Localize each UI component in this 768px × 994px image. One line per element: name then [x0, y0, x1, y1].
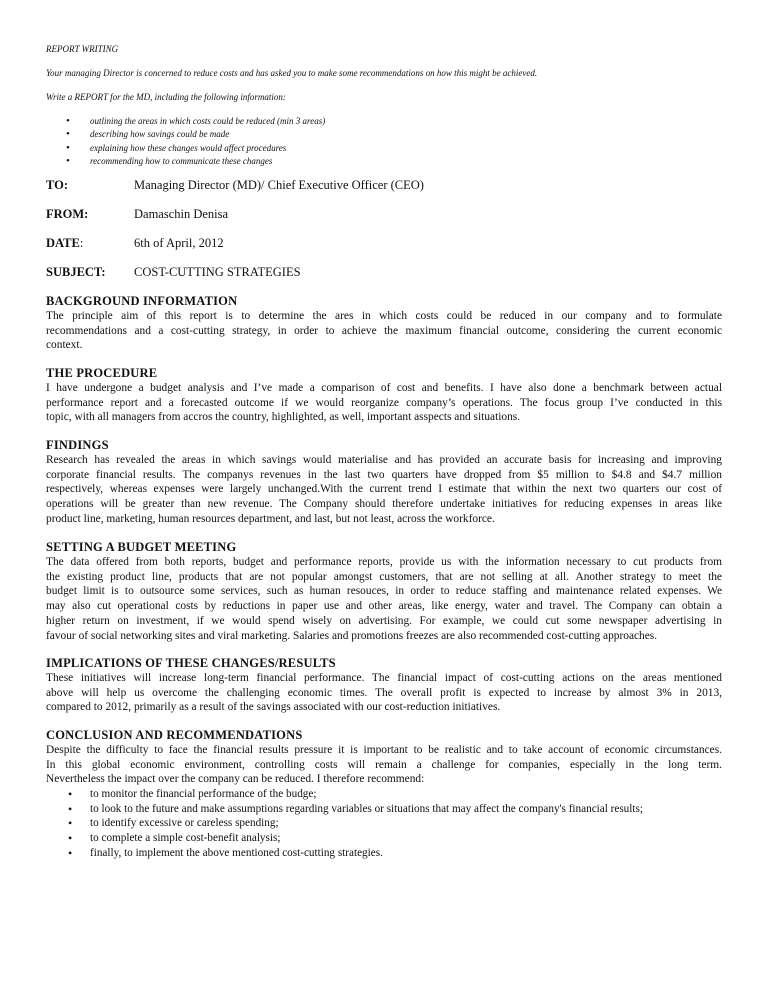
text-line: Research has revealed the areas in which savings would materialise and has provided an accurate basis for increasing and improving	[46, 454, 722, 466]
memo-to-label: TO:	[46, 178, 68, 192]
recommendation-item: • to identify excessive or careless spending;	[68, 816, 728, 831]
section-implications	[46, 656, 722, 715]
section-procedure	[46, 366, 722, 425]
memo-date-label: DATE	[46, 236, 80, 250]
text-line: favour of social networking sites and viral marketing. Salaries and promotions freezes are also recommended cost-cutting approaches.	[46, 629, 658, 642]
memo-subject-label: SUBJECT:	[46, 265, 106, 279]
text-line: Despite the difficulty to face the financial results pressure it is important to be realistic and to take account of economic circumstances.	[46, 744, 722, 756]
recommendation-list	[68, 787, 728, 861]
assignment-bullet: • recommending how to communicate these changes	[66, 155, 666, 168]
assignment-bullet: • explaining how these changes would affect procedures	[66, 142, 666, 155]
memo-date-colon: :	[79, 236, 84, 250]
memo-to-value: Managing Director (MD)/ Chief Executive Officer (CEO)	[134, 178, 424, 192]
section-conclusion	[46, 728, 722, 787]
text-line: corporate financial results. The companys revenues in the last two quarters have dropped from $5 million to $4.8 and $4.7 million	[46, 468, 722, 481]
section-paragraph	[46, 309, 722, 353]
section-heading: THE PROCEDURE	[46, 366, 158, 380]
assignment-bullet-list	[66, 115, 666, 168]
section-paragraph	[46, 743, 722, 787]
text-line: above will help us overcome the challenging economic times. The overall profit is expected to increase by almost 3% in 2013,	[46, 686, 722, 699]
section-background	[46, 294, 722, 353]
text-line: operations will be greater than new revenue. The Company should therefore undertake initiatives for reducing expenses in areas like	[46, 498, 722, 511]
text-line: I have undergone a budget analysis and I’ve made a comparison of cost and benefits. I have also done a benchmark between actual	[46, 382, 722, 394]
text-line: performance report and a forecasted outcome if we would reorganize company’s operations. The focus group I’ve conducted in this	[46, 396, 722, 409]
assignment-bullet: • describing how savings could be made	[66, 128, 666, 141]
text-line: compared to 2012, primarily as a result of the savings associated with our cost-reduction initiatives.	[46, 701, 501, 714]
section-heading: FINDINGS	[46, 438, 109, 452]
text-line: may also cut operational costs by reductions in paper use and other areas, like energy, water and travel. The Company can obtain a	[46, 600, 722, 613]
text-line: These initiatives will increase long-term financial performance. The financial impact of cost-cutting actions on the areas mentioned	[46, 672, 722, 684]
text-line: context.	[46, 339, 83, 352]
recommendation-item: • to monitor the financial performance of the budge;	[68, 787, 728, 802]
recommendation-item: • to complete a simple cost-benefit analysis;	[68, 831, 728, 846]
memo-from-label: FROM:	[46, 207, 89, 221]
text-line: The principle aim of this report is to determine the ares in which costs could be reduced in our company and to formulate	[46, 310, 722, 322]
section-heading: CONCLUSION AND RECOMMENDATIONS	[46, 728, 303, 742]
section-paragraph	[46, 381, 722, 425]
section-paragraph	[46, 671, 722, 715]
text-line: The data offered from both reports, budget and performance reports, provide us with the information necessary to cut products from	[46, 556, 722, 568]
recommendation-item: • to look to the future and make assumptions regarding variables or situations that may affect the company's financial results;	[68, 802, 728, 817]
section-budget-meeting	[46, 540, 722, 643]
memo-date-value: 6th of April, 2012	[134, 236, 224, 250]
section-heading: SETTING A BUDGET MEETING	[46, 540, 237, 554]
section-paragraph	[46, 555, 722, 643]
text-line: respectively, whereas expenses were largely unchanged.With the current trend I estimate that within the next two quarters our cost of	[46, 483, 722, 496]
recommendation-item: • finally, to implement the above mentioned cost-cutting strategies.	[68, 846, 728, 861]
memo-from-value: Damaschin Denisa	[134, 207, 229, 221]
assignment-title: REPORT WRITING	[46, 44, 119, 54]
assignment-bullet: • outlining the areas in which costs could be reduced (min 3 areas)	[66, 115, 666, 128]
text-line: topic, with all managers from accros the country, highlighted, as well, important asspects and situations.	[46, 411, 521, 424]
text-line: the existing product line, products that are not popular amongst customers, that are not selling at all. Another strategy to meet the	[46, 570, 722, 583]
section-findings	[46, 438, 722, 527]
text-line: budget limit is to outsource some services, such as human resouces, in order to reduce staffing and maintenance related expenses. We	[46, 585, 722, 598]
text-line: recommendations and a cost-cutting strategy, in order to achieve the maximum financial outcome, considering the current economic	[46, 324, 722, 337]
text-line: In this global economic environment, controlling costs will remain a challenge for companies, especially in the long term.	[46, 758, 722, 771]
assignment-instruction: Write a REPORT for the MD, including the following information:	[46, 92, 286, 102]
section-paragraph	[46, 453, 722, 527]
text-line: higher return on investment, if we would spend wisely on advertising. For example, we could cut some newspaper advertising in	[46, 614, 722, 627]
memo-subject-value: COST-CUTTING STRATEGIES	[134, 265, 301, 279]
assignment-prompt: Your managing Director is concerned to reduce costs and has asked you to make some recommendations on how this might be achieved.	[46, 68, 538, 78]
section-heading: BACKGROUND INFORMATION	[46, 294, 238, 308]
text-line: Nevertheless the impact over the company can be reduced. I therefore recommend:	[46, 773, 425, 786]
section-heading: IMPLICATIONS OF THESE CHANGES/RESULTS	[46, 656, 336, 670]
text-line: product line, marketing, human resources department, and last, but not least, across the workforce.	[46, 512, 495, 525]
memo-date-label-group	[46, 235, 83, 251]
